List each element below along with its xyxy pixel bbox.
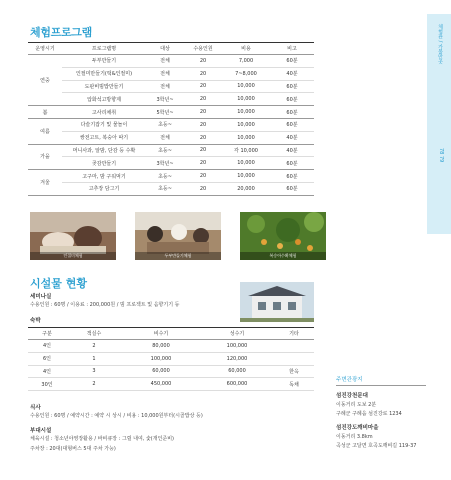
facilities-section-title: 시설물 현황 bbox=[30, 277, 87, 290]
program-name: 쌍전고트, 복숭아 따기 bbox=[62, 131, 146, 144]
extra-line2: 주차장 : 20대(대형버스 5대 주차 가능) bbox=[30, 446, 116, 452]
table-row bbox=[28, 93, 314, 106]
season-spring: 봄 bbox=[28, 106, 62, 119]
room-count: 3 bbox=[66, 365, 122, 378]
photo-caption: 복숭아수확체험 bbox=[240, 252, 326, 260]
program-target: 초등~ bbox=[146, 182, 184, 195]
program-target: 초등~ bbox=[146, 118, 184, 131]
program-name: 인절미만들기(떡&인절미) bbox=[62, 67, 146, 80]
table-row bbox=[28, 144, 314, 157]
program-cost: 20,000 bbox=[222, 182, 270, 195]
program-target: 전체 bbox=[146, 67, 184, 80]
table-row bbox=[28, 340, 314, 353]
program-note: 40분 bbox=[270, 131, 314, 144]
room-count: 1 bbox=[66, 352, 122, 365]
photo-peach bbox=[240, 212, 326, 260]
program-target: 3학년~ bbox=[146, 93, 184, 106]
program-note: 60분 bbox=[270, 93, 314, 106]
room-note: 한옥 bbox=[274, 365, 314, 378]
season-autumn: 가을 bbox=[28, 144, 62, 170]
extra-heading: 부대시설 bbox=[30, 428, 52, 434]
tourism-place2-name: 섬진강도깨비마을 bbox=[336, 425, 379, 431]
program-name: 고추장 담그기 bbox=[62, 182, 146, 195]
col-rooms: 객실수 bbox=[66, 328, 122, 340]
program-cost: 7,000 bbox=[222, 55, 270, 68]
extra-line1: 체육시설 : 청소년야영장활용 / 바비큐장 : 그릴 내여, 숯(개인준비) bbox=[30, 436, 175, 442]
tourism-place2-line1: 이동거리 3.8km bbox=[336, 434, 373, 440]
col-offseason: 비수기 bbox=[122, 328, 200, 340]
table-row bbox=[28, 55, 314, 68]
program-capacity: 20 bbox=[184, 131, 222, 144]
col-note: 비고 bbox=[270, 43, 314, 55]
building-photo bbox=[240, 282, 314, 322]
program-name: 고구마, 밤 구워먹기 bbox=[62, 170, 146, 183]
season-winter: 겨울 bbox=[28, 170, 62, 196]
col-period: 운영시기 bbox=[28, 43, 62, 55]
program-note: 40분 bbox=[270, 144, 314, 157]
table-row bbox=[28, 378, 314, 391]
table-row bbox=[28, 106, 314, 119]
program-name: 두부만들기 bbox=[62, 55, 146, 68]
program-target: 전체 bbox=[146, 80, 184, 93]
program-capacity: 20 bbox=[184, 93, 222, 106]
col-type: 구분 bbox=[28, 328, 66, 340]
program-note: 60분 bbox=[270, 118, 314, 131]
program-note: 60분 bbox=[270, 170, 314, 183]
program-cost: 10,000 bbox=[222, 157, 270, 170]
photo-injeolmi bbox=[30, 212, 116, 260]
program-target: 전체 bbox=[146, 131, 184, 144]
program-name: 머니사과, 알밤, 단감 등 수확 bbox=[62, 144, 146, 157]
col-cost: 비용 bbox=[222, 43, 270, 55]
program-name: 도판비빔밥만들기 bbox=[62, 80, 146, 93]
lodging-heading: 숙박 bbox=[30, 318, 41, 324]
tourism-place2-line2: 곡성군 고달면 호곡도깨비길 119-37 bbox=[336, 443, 417, 449]
program-note: 40분 bbox=[270, 67, 314, 80]
col-capacity: 수용인원 bbox=[184, 43, 222, 55]
program-note: 60분 bbox=[270, 55, 314, 68]
tourism-place1-name: 섬진강천문대 bbox=[336, 393, 368, 399]
offseason-price: 100,000 bbox=[122, 352, 200, 365]
room-type: 4인 bbox=[28, 340, 66, 353]
room-note bbox=[274, 340, 314, 353]
offseason-price: 80,000 bbox=[122, 340, 200, 353]
program-cost: 10,000 bbox=[222, 118, 270, 131]
table-row bbox=[28, 157, 314, 170]
program-section-title: 체험프로그램 bbox=[30, 26, 92, 39]
program-capacity: 20 bbox=[184, 157, 222, 170]
lodging-table-header bbox=[28, 328, 314, 340]
divider bbox=[336, 385, 426, 386]
program-capacity: 20 bbox=[184, 182, 222, 195]
program-capacity: 20 bbox=[184, 67, 222, 80]
program-capacity: 20 bbox=[184, 144, 222, 157]
program-cost: 10,000 bbox=[222, 106, 270, 119]
peakseason-price: 120,000 bbox=[200, 352, 274, 365]
program-cost: 10,000 bbox=[222, 80, 270, 93]
program-capacity: 20 bbox=[184, 55, 222, 68]
program-note: 60분 bbox=[270, 80, 314, 93]
program-table bbox=[28, 42, 314, 196]
photo-caption: 두부만들기체험 bbox=[135, 252, 221, 260]
page-numbers: 78 79 bbox=[438, 148, 444, 163]
program-name: 곶감만들기 bbox=[62, 157, 146, 170]
program-cost: 각 10,000 bbox=[222, 144, 270, 157]
program-note: 60분 bbox=[270, 182, 314, 195]
program-cost: 10,000 bbox=[222, 131, 270, 144]
table-row bbox=[28, 80, 314, 93]
side-tab-label: 체험관 / 가볼만곳 bbox=[437, 24, 443, 64]
meal-heading: 식사 bbox=[30, 405, 41, 411]
tourism-place1-line1: 이동거리 도보 2분 bbox=[336, 402, 377, 408]
meal-text: 수용인원 : 60명 / 예약시간 : 예약 시 상시 / 비용 : 10,000원부터(시골밥상 등) bbox=[30, 413, 203, 419]
tourism-heading: 주변관광지 bbox=[336, 377, 363, 383]
program-capacity: 20 bbox=[184, 106, 222, 119]
photo-caption: 인절미체험 bbox=[30, 252, 116, 260]
program-capacity: 20 bbox=[184, 118, 222, 131]
peakseason-price: 100,000 bbox=[200, 340, 274, 353]
program-name: 고사리채취 bbox=[62, 106, 146, 119]
season-year: 연중 bbox=[28, 55, 62, 106]
program-table-header bbox=[28, 43, 314, 55]
program-cost: 10,000 bbox=[222, 93, 270, 106]
col-target: 대상 bbox=[146, 43, 184, 55]
program-name: 다슬기잡기 및 물놀이 bbox=[62, 118, 146, 131]
program-target: 전체 bbox=[146, 55, 184, 68]
offseason-price: 450,000 bbox=[122, 378, 200, 391]
room-type: 6인 bbox=[28, 352, 66, 365]
peakseason-price: 600,000 bbox=[200, 378, 274, 391]
photo-tofu bbox=[135, 212, 221, 260]
program-note: 60분 bbox=[270, 106, 314, 119]
program-target: 3학년~ bbox=[146, 157, 184, 170]
room-note bbox=[274, 352, 314, 365]
program-cost: 10,000 bbox=[222, 170, 270, 183]
room-count: 2 bbox=[66, 378, 122, 391]
room-count: 2 bbox=[66, 340, 122, 353]
room-note: 독채 bbox=[274, 378, 314, 391]
program-capacity: 20 bbox=[184, 80, 222, 93]
col-etc: 기타 bbox=[274, 328, 314, 340]
seminar-heading: 세미나실 bbox=[30, 294, 52, 300]
seminar-text: 수용인원 : 60명 / 이용료 : 200,000원 / 빔 프로젝트 및 음향기기 등 bbox=[30, 302, 180, 308]
table-row bbox=[28, 182, 314, 195]
tourism-place1-line2: 구례군 구례읍 섬진강로 1234 bbox=[336, 411, 402, 417]
table-row bbox=[28, 365, 314, 378]
room-type: 30인 bbox=[28, 378, 66, 391]
lodging-table bbox=[28, 327, 314, 391]
offseason-price: 60,000 bbox=[122, 365, 200, 378]
program-name: 압화석고방향제 bbox=[62, 93, 146, 106]
table-row bbox=[28, 131, 314, 144]
program-cost: 7~8,000 bbox=[222, 67, 270, 80]
season-summer: 여름 bbox=[28, 118, 62, 144]
program-note: 60분 bbox=[270, 157, 314, 170]
col-peakseason: 성수기 bbox=[200, 328, 274, 340]
table-row bbox=[28, 170, 314, 183]
program-target: 초등~ bbox=[146, 170, 184, 183]
program-target: 초등~ bbox=[146, 144, 184, 157]
program-capacity: 20 bbox=[184, 170, 222, 183]
col-program: 프로그램명 bbox=[62, 43, 146, 55]
program-target: 5학년~ bbox=[146, 106, 184, 119]
table-row bbox=[28, 118, 314, 131]
table-row bbox=[28, 352, 314, 365]
room-type: 4인 bbox=[28, 365, 66, 378]
peakseason-price: 60,000 bbox=[200, 365, 274, 378]
table-row bbox=[28, 67, 314, 80]
